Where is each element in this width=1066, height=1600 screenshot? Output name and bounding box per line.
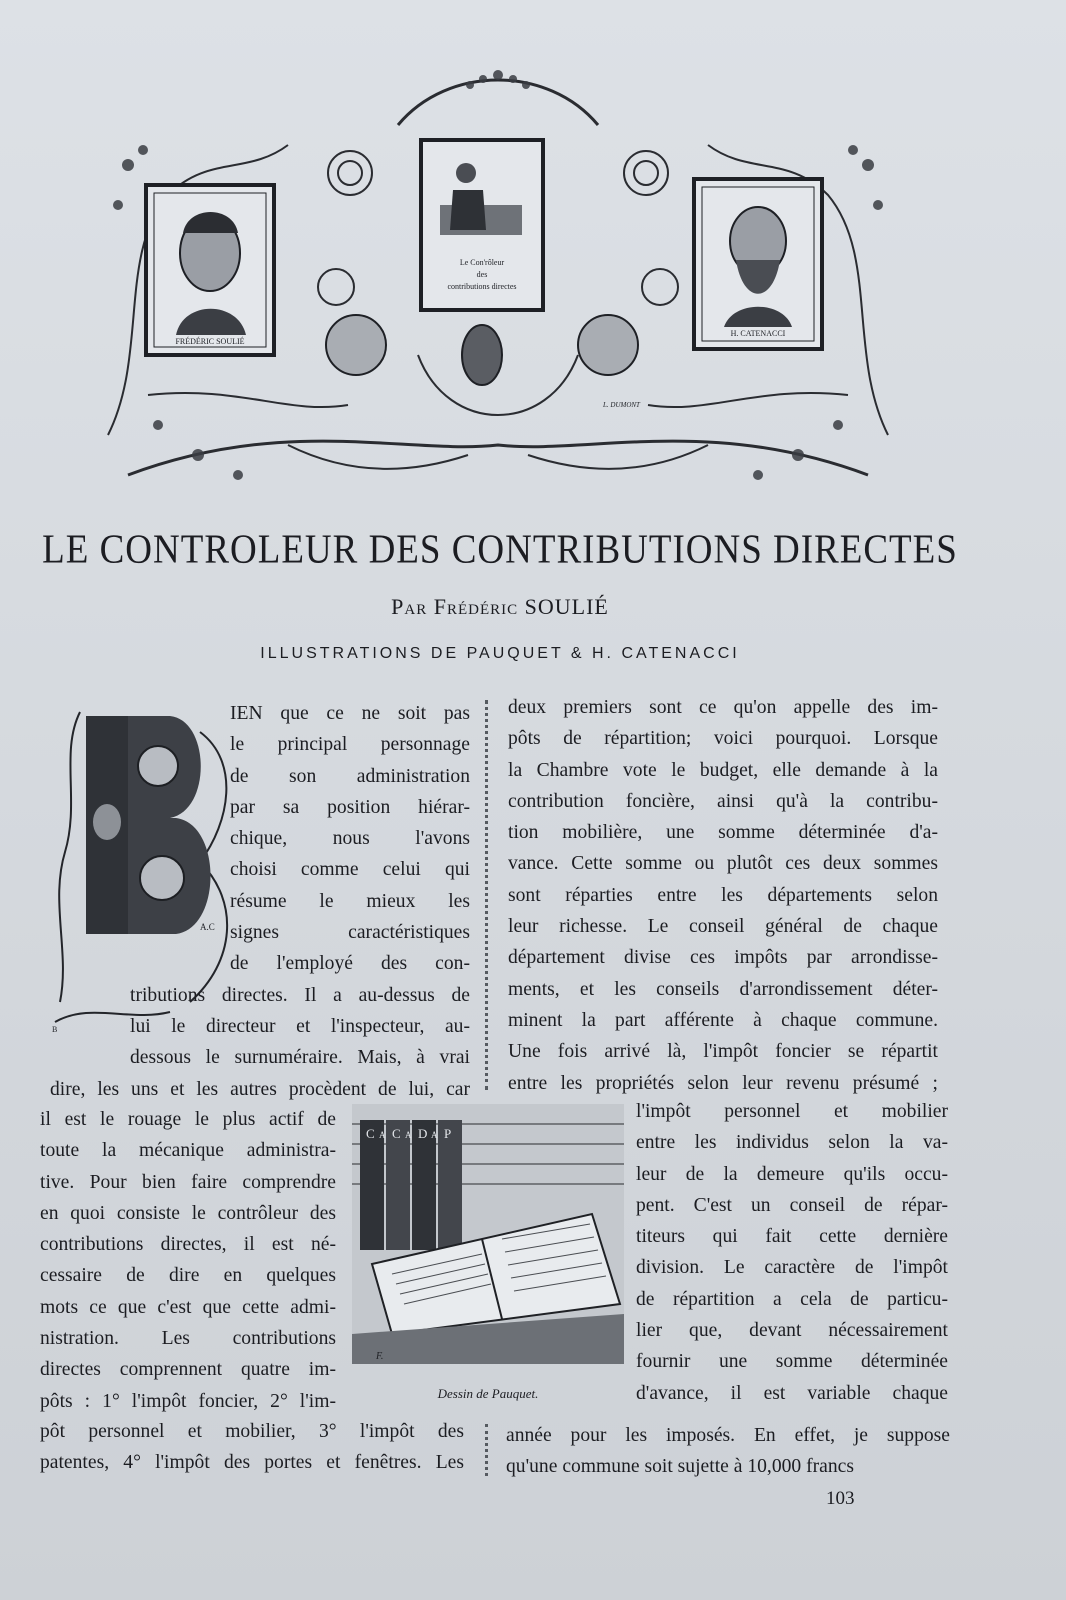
- text-line: entre les individus selon la va-: [636, 1132, 948, 1154]
- portrait-right-caption: H. CATENACCI: [730, 329, 786, 338]
- text-line: choisi comme celui qui: [230, 859, 470, 881]
- text-line: tive. Pour bien faire comprendre: [40, 1171, 336, 1193]
- text-line: il est le rouage le plus actif de: [40, 1109, 336, 1130]
- center-caption-line-3: contributions directes: [447, 282, 517, 291]
- text-line: Une fois arrivé là, l'impôt foncier se répartit: [508, 1041, 938, 1063]
- cherub-right-icon: [578, 315, 638, 375]
- text-line: de son administration: [230, 765, 470, 787]
- left-column-top: [50, 698, 470, 1105]
- text-line: contributions directes, il est né-: [40, 1234, 336, 1256]
- article-byline: Par Frédéric SOULIÉ: [391, 594, 609, 619]
- text-line: par sa position hiérar-: [230, 796, 470, 818]
- spine-label: A: [379, 1130, 386, 1140]
- text-line: de l'employé des con-: [230, 953, 470, 975]
- text-line: entre les propriétés selon leur revenu présumé ;: [508, 1072, 938, 1094]
- text-line: dire, les uns et les autres procèdent de lui, car: [50, 1078, 470, 1100]
- text-line: dessous le surnuméraire. Mais, à vrai: [130, 1047, 470, 1069]
- left-column-beside-figure: [40, 1104, 336, 1417]
- text-line: vance. Cette somme ou plutôt ces deux sommes: [508, 853, 938, 875]
- center-caption-line-2: des: [476, 270, 488, 279]
- right-column-top: [508, 692, 938, 1099]
- text-line: contribution foncière, ainsi qu'à la contribu-: [508, 790, 938, 812]
- text-line: cessaire de dire en quelques: [40, 1265, 336, 1287]
- text-line: minent la part afférente à chaque commune.: [508, 1009, 938, 1031]
- text-line: ments, et les conseils d'arrondissement déter-: [508, 978, 938, 1000]
- right-column-bottom: [506, 1420, 950, 1483]
- header-ornament: [88, 55, 908, 505]
- text-line: année pour les imposés. En effet, je suppose: [506, 1425, 950, 1446]
- text-line: leur richesse. Le conseil général de chaque: [508, 916, 938, 938]
- text-line: d'avance, il est variable chaque: [636, 1382, 948, 1404]
- column-divider: [485, 1424, 488, 1476]
- text-line: nistration. Les contributions: [40, 1328, 336, 1350]
- text-line: sont réparties entre les départements selon: [508, 884, 938, 906]
- text-line: en quoi consiste le contrôleur des: [40, 1202, 336, 1224]
- spine-label: C: [392, 1126, 401, 1141]
- column-divider: [485, 700, 488, 1090]
- text-line: mots ce que c'est que cette admi-: [40, 1296, 336, 1318]
- text-line: directes comprennent quatre im-: [40, 1359, 336, 1381]
- text-line: division. Le caractère de l'impôt: [636, 1257, 948, 1279]
- text-line: tributions directes. Il a au-dessus de: [130, 984, 470, 1006]
- illustrations-credit: ILLUSTRATIONS DE PAUQUET & H. CATENACCI: [260, 645, 740, 662]
- spine-label: P: [444, 1126, 452, 1141]
- text-line: lier que, devant nécessairement: [636, 1320, 948, 1342]
- left-column-bottom: [40, 1416, 464, 1479]
- portrait-left-caption: FRÉDÉRIC SOULIÉ: [175, 337, 245, 346]
- text-line: signes caractéristiques: [230, 922, 470, 944]
- text-line: pent. C'est un conseil de répar-: [636, 1194, 948, 1216]
- text-line: le principal personnage: [230, 734, 470, 756]
- dropcap-monogram: A.C: [200, 922, 215, 932]
- text-line: chique, nous l'avons: [230, 828, 470, 850]
- text-line: l'impôt personnel et mobilier: [636, 1101, 948, 1122]
- text-line: de répartition a cela de particu-: [636, 1288, 948, 1310]
- text-line: pôts : 1° l'impôt foncier, 2° l'im-: [40, 1390, 336, 1412]
- text-line: pôt personnel et mobilier, 3° l'impôt des: [40, 1421, 464, 1442]
- text-line: qu'une commune soit sujette à 10,000 francs: [506, 1456, 854, 1478]
- spine-label: A: [405, 1130, 412, 1140]
- text-line: IEN que ce ne soit pas: [230, 703, 470, 724]
- figure-signature: F.: [376, 1351, 384, 1362]
- spine-label: A: [431, 1130, 438, 1140]
- figure-caption: Dessin de Pauquet.: [437, 1386, 539, 1401]
- text-line: leur de la demeure qu'ils occu-: [636, 1163, 948, 1185]
- text-line: patentes, 4° l'impôt des portes et fenêtres. Les: [40, 1452, 464, 1474]
- engraver-signature: L. DUMONT: [603, 401, 640, 409]
- right-column-beside-figure: [636, 1096, 948, 1409]
- grotesque-mask-icon: [462, 325, 502, 385]
- open-ledger-illustration: [352, 1104, 624, 1374]
- spine-label: C: [366, 1126, 375, 1141]
- text-line: deux premiers sont ce qu'on appelle des im-: [508, 697, 938, 718]
- center-caption-line-1: Le Con'rôleur: [459, 258, 505, 267]
- cherub-left-icon: [326, 315, 386, 375]
- text-line: titeurs qui fait cette dernière: [636, 1226, 948, 1248]
- page-number: 103: [826, 1488, 855, 1509]
- text-line: lui le directeur et l'inspecteur, au-: [130, 1015, 470, 1037]
- article-title: LE CONTROLEUR DES CONTRIBUTIONS DIRECTES: [42, 526, 958, 573]
- text-line: la Chambre vote le budget, elle demande à la: [508, 759, 938, 781]
- text-line: pôts de répartition; voici pourquoi. Lorsque: [508, 728, 938, 750]
- spine-label: D: [418, 1126, 428, 1141]
- text-line: résume le mieux les: [230, 890, 470, 912]
- text-line: toute la mécanique administra-: [40, 1140, 336, 1162]
- text-line: fournir une somme déterminée: [636, 1351, 948, 1373]
- dropcap-letter: B: [52, 1025, 58, 1032]
- text-line: tion mobilière, une somme déterminée d'a-: [508, 822, 938, 844]
- text-line: département divise ces impôts par arrondisse-: [508, 947, 938, 969]
